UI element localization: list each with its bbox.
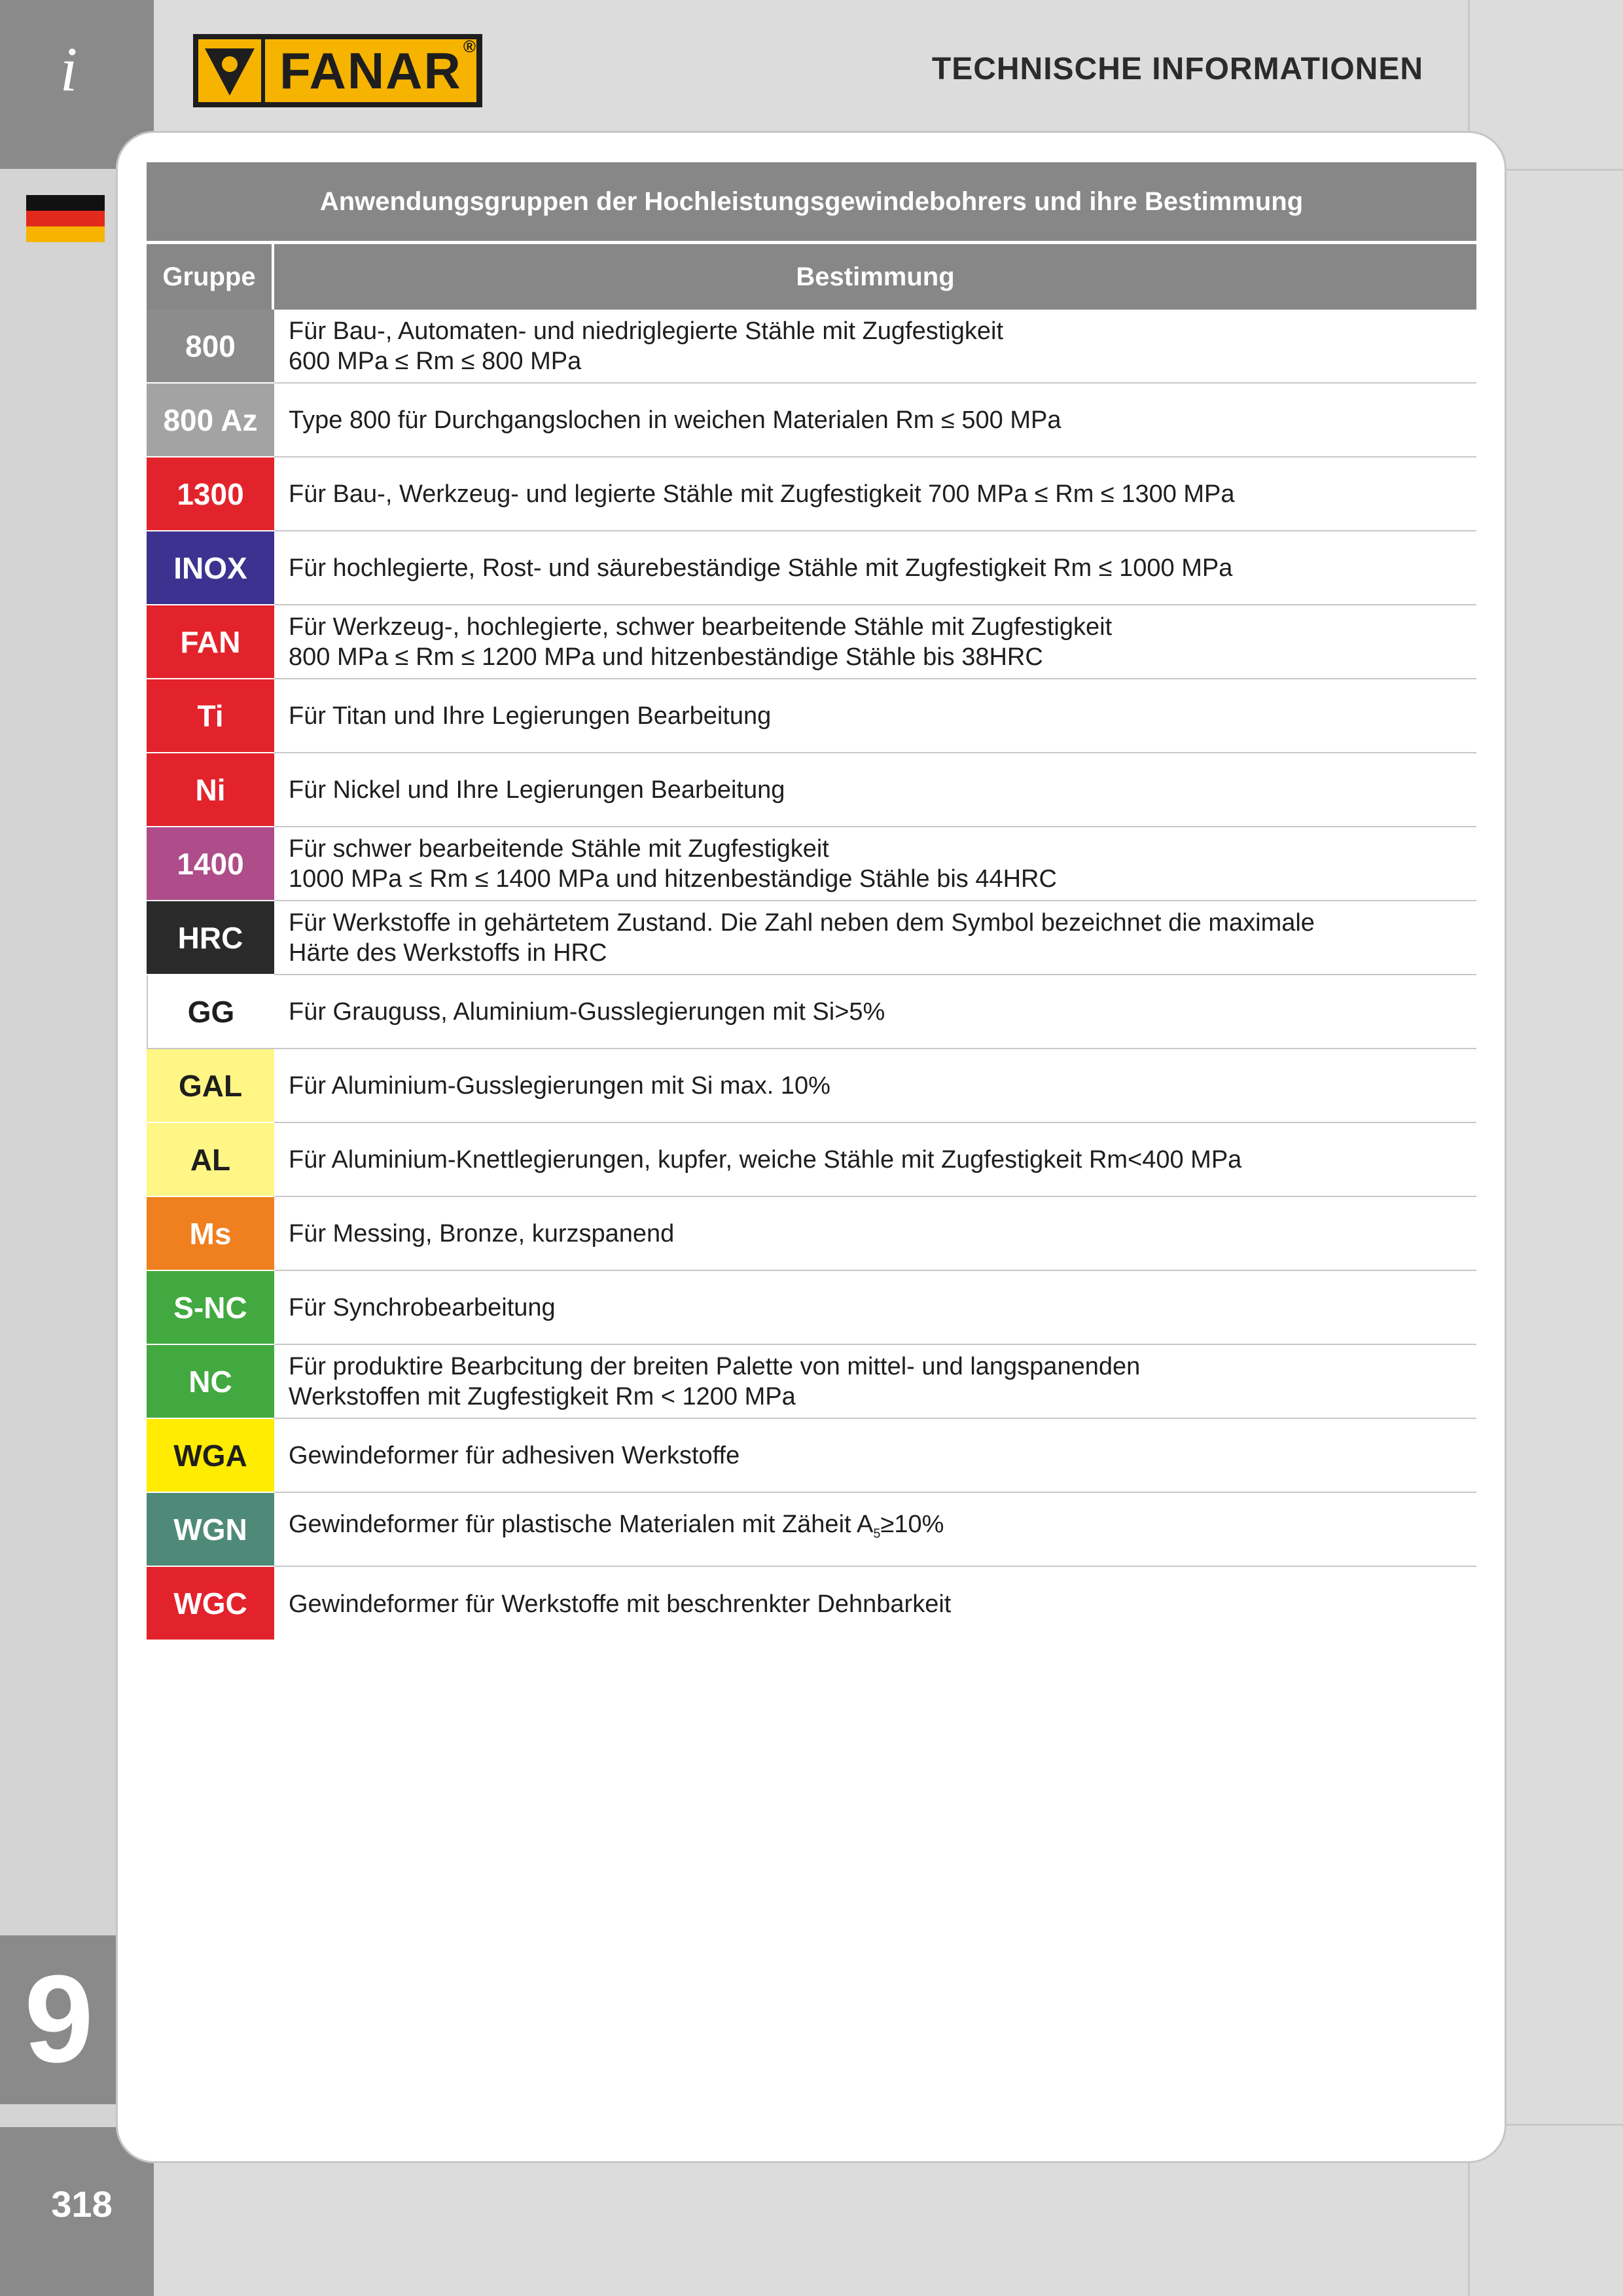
purpose-text [289, 834, 1057, 894]
table-row [147, 679, 1476, 753]
page-number: 318 [51, 2183, 113, 2225]
purpose-line: Gewindeformer für adhesiven Werkstoffe [289, 1441, 740, 1469]
purpose-line: Für schwer bearbeitende Stähle mit Zugfestigkeit [289, 834, 829, 863]
purpose-cell [274, 1271, 1476, 1345]
table-row [147, 1049, 1476, 1123]
purpose-line: Für Aluminium-Knettlegierungen, kupfer, weiche Stähle mit Zugfestigkeit Rm<400 MPa [289, 1145, 1242, 1174]
table-row [147, 384, 1476, 457]
logo-wordmark: FANAR [265, 39, 476, 102]
purpose-cell [274, 901, 1476, 975]
purpose-line: Für Aluminium-Gusslegierungen mit Si max. 10% [289, 1071, 830, 1100]
german-flag-icon [26, 195, 105, 242]
fanar-logo [193, 34, 482, 107]
purpose-line-text: ≥10% [880, 1511, 944, 1539]
purpose-text [289, 1293, 556, 1323]
group-code-cell: 1400 [147, 827, 274, 901]
table-row [147, 531, 1476, 605]
group-code-cell: AL [147, 1123, 274, 1197]
purpose-text [289, 908, 1315, 968]
purpose-line: Härte des Werkstoffs in HRC [289, 939, 607, 967]
purpose-text [289, 316, 1003, 376]
group-code-cell: Ti [147, 679, 274, 753]
group-code-cell: S-NC [147, 1271, 274, 1345]
table-row [147, 1123, 1476, 1197]
table-header-row [147, 244, 1476, 310]
purpose-text [289, 479, 1235, 509]
table-caption: Anwendungsgruppen der Hochleistungsgewindebohrers und ihre Bestimmung [147, 162, 1476, 244]
purpose-text [289, 997, 885, 1027]
group-code-cell: NC [147, 1345, 274, 1419]
info-icon: i [60, 34, 78, 104]
purpose-text [289, 1352, 1140, 1412]
table-row [147, 1419, 1476, 1493]
purpose-line: Für produktire Bearbcitung der breiten Palette von mittel- und langspanenden [289, 1352, 1141, 1380]
purpose-cell [274, 1345, 1476, 1419]
purpose-text [289, 612, 1112, 672]
logo-registered-mark: ® [463, 37, 476, 56]
chapter-number: 9 [24, 1950, 94, 2089]
group-code-cell: GG [147, 975, 274, 1049]
table-row [147, 901, 1476, 975]
table-row [147, 1271, 1476, 1345]
table-row [147, 1493, 1476, 1567]
purpose-cell [274, 975, 1476, 1049]
purpose-text [289, 1071, 830, 1101]
table-row [147, 605, 1476, 679]
purpose-text [289, 1509, 944, 1549]
purpose-line: Type 800 für Durchgangslochen in weichen Materialen Rm ≤ 500 MPa [289, 406, 1061, 434]
purpose-cell [274, 679, 1476, 753]
logo-v-icon [198, 39, 261, 102]
purpose-text [289, 701, 771, 731]
group-code-cell: 800 Az [147, 384, 274, 457]
purpose-cell [274, 1493, 1476, 1567]
purpose-line: Für Bau-, Werkzeug- und legierte Stähle mit Zugfestigkeit 700 MPa ≤ Rm ≤ 1300 MPa [289, 480, 1235, 508]
flag-stripe-gold [26, 226, 105, 242]
purpose-cell [274, 1049, 1476, 1123]
column-header-purpose: Bestimmung [274, 244, 1476, 310]
group-code-cell: GAL [147, 1049, 274, 1123]
group-code-cell: WGN [147, 1493, 274, 1567]
group-code-cell: 800 [147, 310, 274, 384]
table-row [147, 1345, 1476, 1419]
table-row [147, 753, 1476, 827]
purpose-line: Gewindeformer für Werkstoffe mit beschrenkter Dehnbarkeit [289, 1590, 952, 1618]
purpose-text [289, 1441, 740, 1471]
purpose-line: Für Werkzeug-, hochlegierte, schwer bearbeitende Stähle mit Zugfestigkeit [289, 613, 1113, 641]
table-row [147, 310, 1476, 384]
subscript-5: 5 [873, 1526, 881, 1541]
purpose-line: Werkstoffen mit Zugfestigkeit Rm < 1200 MPa [289, 1382, 796, 1410]
purpose-text [289, 1589, 951, 1619]
group-code-cell: FAN [147, 605, 274, 679]
purpose-text [289, 553, 1232, 583]
purpose-text [289, 1145, 1241, 1175]
table-body [147, 310, 1476, 1641]
group-code-cell: Ms [147, 1197, 274, 1271]
group-code-cell: WGA [147, 1419, 274, 1493]
purpose-cell [274, 384, 1476, 457]
table-row [147, 975, 1476, 1049]
table-row [147, 1567, 1476, 1641]
purpose-line [289, 1509, 944, 1549]
purpose-line: 800 MPa ≤ Rm ≤ 1200 MPa und hitzenbeständige Stähle bis 38HRC [289, 643, 1043, 671]
group-code-cell: WGC [147, 1567, 274, 1641]
purpose-line: Für Werkstoffe in gehärtetem Zustand. Die Zahl neben dem Symbol bezeichnet die maximale [289, 908, 1315, 937]
purpose-line: Für Messing, Bronze, kurzspanend [289, 1219, 675, 1247]
page-title: TECHNISCHE INFORMATIONEN [931, 52, 1423, 86]
group-code-cell: HRC [147, 901, 274, 975]
purpose-line: 600 MPa ≤ Rm ≤ 800 MPa [289, 347, 582, 375]
purpose-line: Für Synchrobearbeitung [289, 1293, 556, 1321]
purpose-text [289, 775, 785, 805]
table-row [147, 827, 1476, 901]
column-header-group: Gruppe [147, 244, 274, 310]
purpose-line: Für Bau-, Automaten- und niedriglegierte Stähle mit Zugfestigkeit [289, 317, 1004, 345]
purpose-cell [274, 605, 1476, 679]
purpose-line: 1000 MPa ≤ Rm ≤ 1400 MPa und hitzenbeständige Stähle bis 44HRC [289, 865, 1057, 893]
purpose-text [289, 1219, 674, 1249]
group-code-cell: Ni [147, 753, 274, 827]
purpose-cell [274, 310, 1476, 384]
flag-stripe-red [26, 211, 105, 226]
purpose-line: Für Grauguss, Aluminium-Gusslegierungen mit Si>5% [289, 997, 885, 1026]
purpose-cell [274, 1123, 1476, 1197]
table-row [147, 1197, 1476, 1271]
purpose-cell [274, 827, 1476, 901]
purpose-cell [274, 753, 1476, 827]
purpose-cell [274, 1567, 1476, 1641]
purpose-cell [274, 531, 1476, 605]
table-row [147, 457, 1476, 531]
purpose-cell [274, 1419, 1476, 1493]
purpose-line: Für hochlegierte, Rost- und säurebeständige Stähle mit Zugfestigkeit Rm ≤ 1000 MPa [289, 554, 1233, 582]
purpose-text [289, 405, 1061, 435]
group-code-cell: 1300 [147, 457, 274, 531]
purpose-cell [274, 1197, 1476, 1271]
purpose-cell [274, 457, 1476, 531]
flag-stripe-black [26, 195, 105, 211]
purpose-line: Für Titan und Ihre Legierungen Bearbeitung [289, 702, 772, 730]
application-groups-table [147, 162, 1476, 1641]
purpose-line-text: Gewindeformer für plastische Materialen mit Zäheit A [289, 1511, 874, 1539]
group-code-cell: INOX [147, 531, 274, 605]
purpose-line: Für Nickel und Ihre Legierungen Bearbeitung [289, 776, 785, 804]
